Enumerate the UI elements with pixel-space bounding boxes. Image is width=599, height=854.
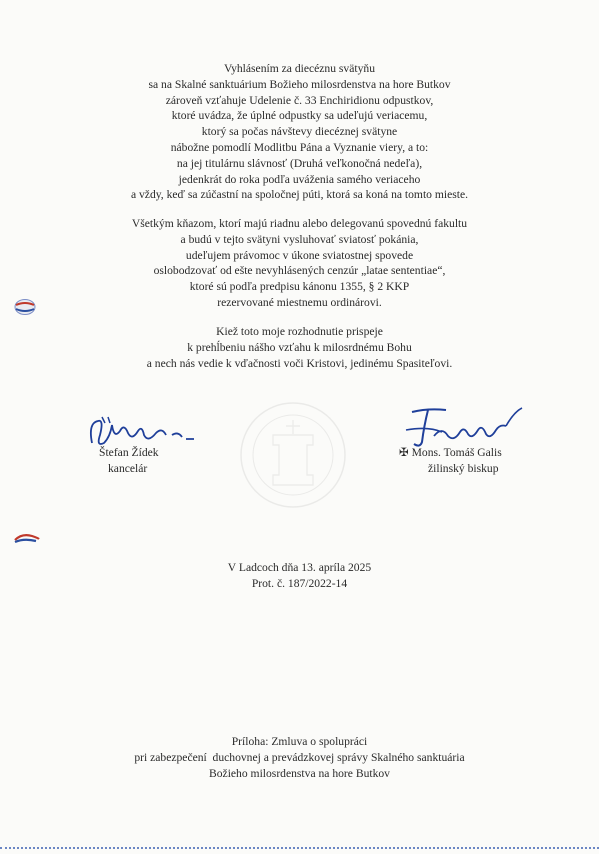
text-line: Všetkým kňazom, ktorí majú riadnu alebo delegovanú spovednú fakultu (131, 217, 468, 230)
text-line: Kiež toto moje rozhodnutie prispeje (216, 325, 383, 338)
decree-paragraph-blessing (0, 324, 599, 371)
text-line: oslobodzovať od ešte nevyhlásených cenzúr „latae sententiae“, (153, 264, 446, 278)
text-line: k prehĺbeniu nášho vzťahu k milosrdnému Bohu (187, 340, 412, 354)
chancellor-role: kancelár (108, 462, 148, 475)
text-line: ktoré uvádza, že úplné odpustky sa udeľujú veriacemu, (171, 109, 428, 123)
text-line: ktorý sa počas návštevy diecéznej svätyne (201, 125, 398, 139)
attachment-note (0, 734, 599, 781)
bishop-role: žilinský biskup (428, 462, 499, 475)
text-line: Príloha: Zmluva o spolupráci (231, 735, 368, 748)
text-line: pri zabezpečení duchovnej a prevádzkovej správy Skalného sanktuária (134, 750, 465, 764)
text-line: Božieho milosrdenstva na hore Butkov (209, 766, 390, 780)
bishop-name: ✠ Mons. Tomáš Galis (399, 446, 502, 459)
decree-paragraph-confession (0, 216, 599, 311)
text-line: a vždy, keď sa zúčastní na spoločnej púti, ktorá sa koná na tomto mieste. (130, 188, 469, 202)
text-line: ktoré sú podľa predpisu kánonu 1355, § 2 KKP (189, 280, 410, 294)
official-seal-stamp (218, 400, 368, 515)
text-line: sa na Skalné sanktuárium Božieho milosrdenstva na hore Butkov (148, 77, 451, 91)
text-line: jedenkrát do roka podľa uváženia samého veriaceho (178, 172, 421, 186)
text-line: Vyhlásením za diecéznu svätyňu (224, 62, 375, 75)
text-line: nábožne pomodlí Modlitbu Pána a Vyznanie viery, a to: (170, 140, 429, 154)
chancellor-name: Štefan Žídek (99, 446, 159, 459)
text-line: udeľujem právomoc v úkone sviatostnej spovede (185, 248, 414, 262)
place-and-date: V Ladcoch dňa 13. apríla 2025 (227, 561, 372, 574)
page-bottom-edge (0, 847, 599, 849)
text-line: na jej titulárnu slávnosť (Druhá veľkonočná nedeľa), (176, 156, 423, 170)
text-line: rezervované miestnemu ordinárovi. (217, 295, 382, 309)
text-line: zároveň vzťahuje Udelenie č. 33 Enchiridionu odpustkov, (165, 93, 434, 107)
protocol-number: Prot. č. 187/2022-14 (251, 576, 348, 590)
text-line: a budú v tejto svätyni vysluhovať sviatosť pokánia, (180, 232, 419, 246)
dateline (0, 560, 599, 592)
decree-paragraph-indulgence (0, 61, 599, 203)
text-line: a nech nás vedie k vďačnosti voči Kristovi, jedinému Spasiteľovi. (146, 356, 453, 370)
punch-hole-mark (14, 530, 40, 553)
